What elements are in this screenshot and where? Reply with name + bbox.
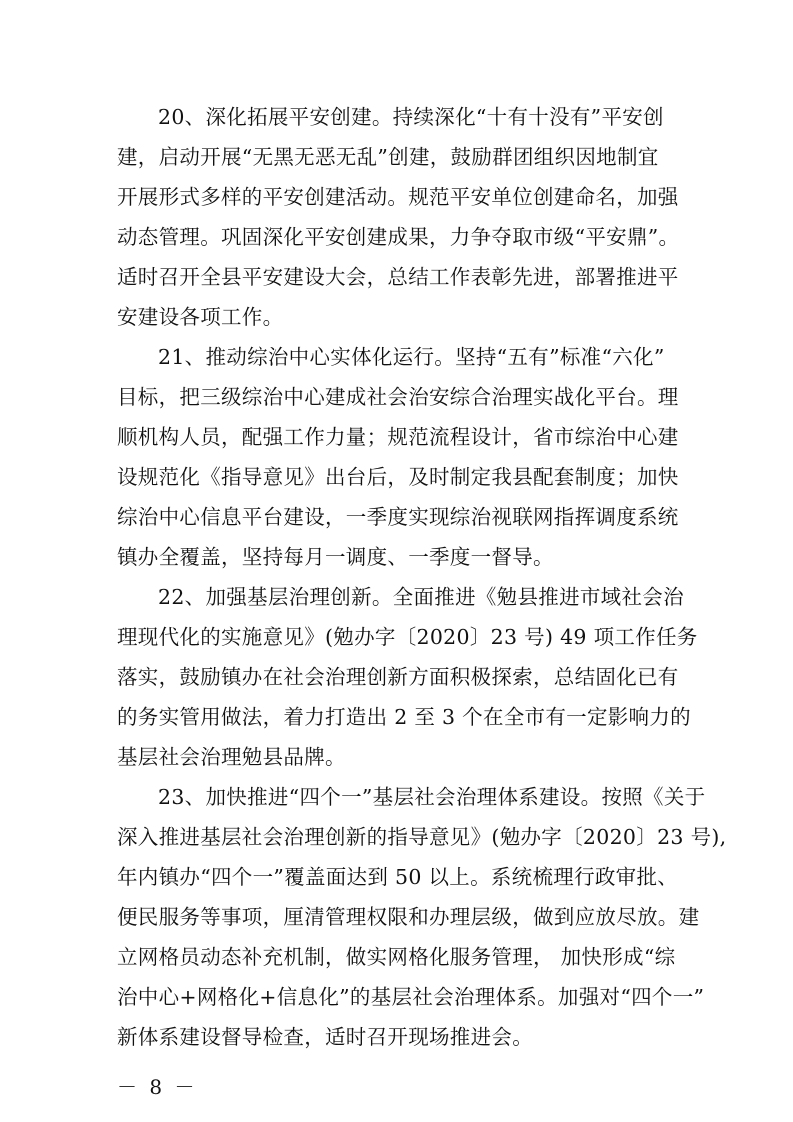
paragraph-21-line-6: 镇办全覆盖，坚持每月一调度、一季度一督导。 [117,545,554,569]
paragraph-23-line-7: 新体系建设督导检查，适时召开现场推进会。 [117,1025,533,1049]
paragraph-20-line-2: 建，启动开展“无黑无恶无乱”创建，鼓励群团组织因地制宜 [117,145,659,169]
paragraph-21-line-4: 设规范化《指导意见》出台后，及时制定我县配套制度；加快 [117,465,679,489]
paragraph-23-line-4: 便民服务等事项，厘清管理权限和办理层级，做到应放尽放。建 [117,905,700,929]
paragraph-22-line-1: 22、加强基层治理创新。全面推进《勉县推进市域社会治 [158,585,684,609]
paragraph-21-line-5: 综治中心信息平台建设，一季度实现综治视联网指挥调度系统 [117,505,679,529]
paragraph-23-line-6: 治中心+网格化+信息化”的基层社会治理体系。加强对“四个一” [117,985,705,1009]
paragraph-20-line-5: 适时召开全县平安建设大会，总结工作表彰先进，部署推进平 [117,265,679,289]
paragraph-22-line-5: 基层社会治理勉县品牌。 [117,745,346,769]
paragraph-22-line-3: 落实，鼓励镇办在社会治理创新方面积极探索，总结固化已有 [117,665,679,689]
paragraph-22-line-4: 的务实管用做法，着力打造出 2 至 3 个在全市有一定影响力的 [117,705,691,729]
paragraph-23-line-2: 深入推进基层社会治理创新的指导意见》(勉办字〔2020〕23 号), [117,825,727,849]
paragraph-21-line-2: 目标，把三级综治中心建成社会治安综合治理实战化平台。理 [117,385,679,409]
paragraph-21-line-1: 21、推动综治中心实体化运行。坚持“五有”标准“六化” [158,345,665,369]
paragraph-20-line-3: 开展形式多样的平安创建活动。规范平安单位创建命名，加强 [117,185,679,209]
paragraph-23-line-3: 年内镇办“四个一”覆盖面达到 50 以上。系统梳理行政审批、 [117,865,679,889]
paragraph-22-line-2: 理现代化的实施意见》(勉办字〔2020〕23 号) 49 项工作任务 [117,625,698,649]
paragraph-20-line-1: 20、深化拓展平安创建。持续深化“十有十没有”平安创 [158,105,664,129]
paragraph-20-line-4: 动态管理。巩固深化平安创建成果，力争夺取市级“平安鼎”。 [117,225,680,249]
page-number: － 8 － [117,1075,198,1099]
paragraph-20-line-6: 安建设各项工作。 [117,305,284,329]
paragraph-23-line-5: 立网格员动态补充机制，做实网格化服务管理， 加快形成“综 [117,945,676,969]
paragraph-23-line-1: 23、加快推进“四个一”基层社会治理体系建设。按照《关于 [158,785,706,809]
paragraph-21-line-3: 顺机构人员，配强工作力量；规范流程设计，省市综治中心建 [117,425,679,449]
